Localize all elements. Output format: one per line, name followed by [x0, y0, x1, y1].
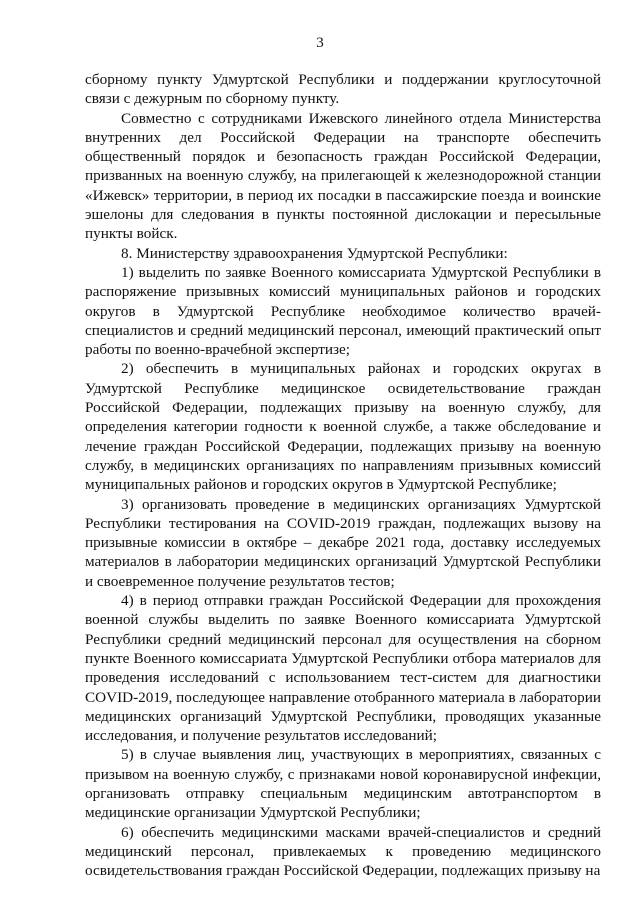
paragraph: 6) обеспечить медицинскими масками врачей-специалистов и средний медицинский персонал, привлекаемых к проведению медицинского освидетельствования граждан Российской Федерации, подлежащих призыву на: [85, 823, 601, 880]
paragraph: 1) выделить по заявке Военного комиссариата Удмуртской Республики в распоряжение призывных комиссий муниципальных районов и городских округов в Удмуртской Республике необходимое количество врачей-специалистов и средний медицинский персонал, имеющий практический опыт работы по военно-врачебной экспертизе;: [85, 263, 601, 359]
paragraph: Совместно с сотрудниками Ижевского линейного отдела Министерства внутренних дел Российской Федерации на транспорте обеспечить общественный порядок и безопасность граждан Российской Федерации, призванных на военную службу, на прилегающей к железнодорожной станции «Ижевск» территории, в период их посадки в пассажирские поезда и воинские эшелоны для следования в пункты постоянной дислокации и пересыльные пункты войск.: [85, 109, 601, 243]
paragraph: 5) в случае выявления лиц, участвующих в мероприятиях, связанных с призывом на военную службу, с признаками новой коронавирусной инфекции, организовать отправку специальным медицинским автотранспортом в медицинские организации Удмуртской Республики;: [85, 746, 601, 822]
paragraph: 4) в период отправки граждан Российской Федерации для прохождения военной службы выделить по заявке Военного комиссариата Удмуртской Республики средний медицинский персонал для осуществления на сборном пункте Военного комиссариата Удмуртской Республики отбора материалов для проведения исследований с использованием тест-систем для диагностики COVID-2019, последующее направление отобранного материала в лаборатории медицинских организаций Удмуртской Республики, проводящих указанные исследования, и получение результатов исследований;: [85, 592, 601, 745]
paragraph: 3) организовать проведение в медицинских организациях Удмуртской Республики тестирования на COVID-2019 граждан, подлежащих вызову на призывные комиссии в октябре – декабре 2021 года, доставку исследуемых материалов в лаборатории медицинских организаций Удмуртской Республики и своевременное получение результатов тестов;: [85, 495, 601, 590]
paragraph: 8. Министерству здравоохранения Удмуртской Республики:: [121, 244, 508, 262]
paragraph: сборному пункту Удмуртской Республики и поддержании круглосуточной связи с дежурным по сборному пункту.: [85, 71, 601, 108]
paragraph: 2) обеспечить в муниципальных районах и городских округах в Удмуртской Республике медицинское освидетельствование граждан Российской Федерации, подлежащих призыву на военную службу, для определения категории годности к военной службе, а также обследование и лечение граждан Российской Федерации, подлежащих призыву на военную службу, в медицинских организациях по направлениям призывных комиссий муниципальных районов и городских округов в Удмуртской Республике;: [85, 360, 601, 494]
document-body: [85, 70, 601, 880]
page-number: 3: [316, 35, 324, 51]
